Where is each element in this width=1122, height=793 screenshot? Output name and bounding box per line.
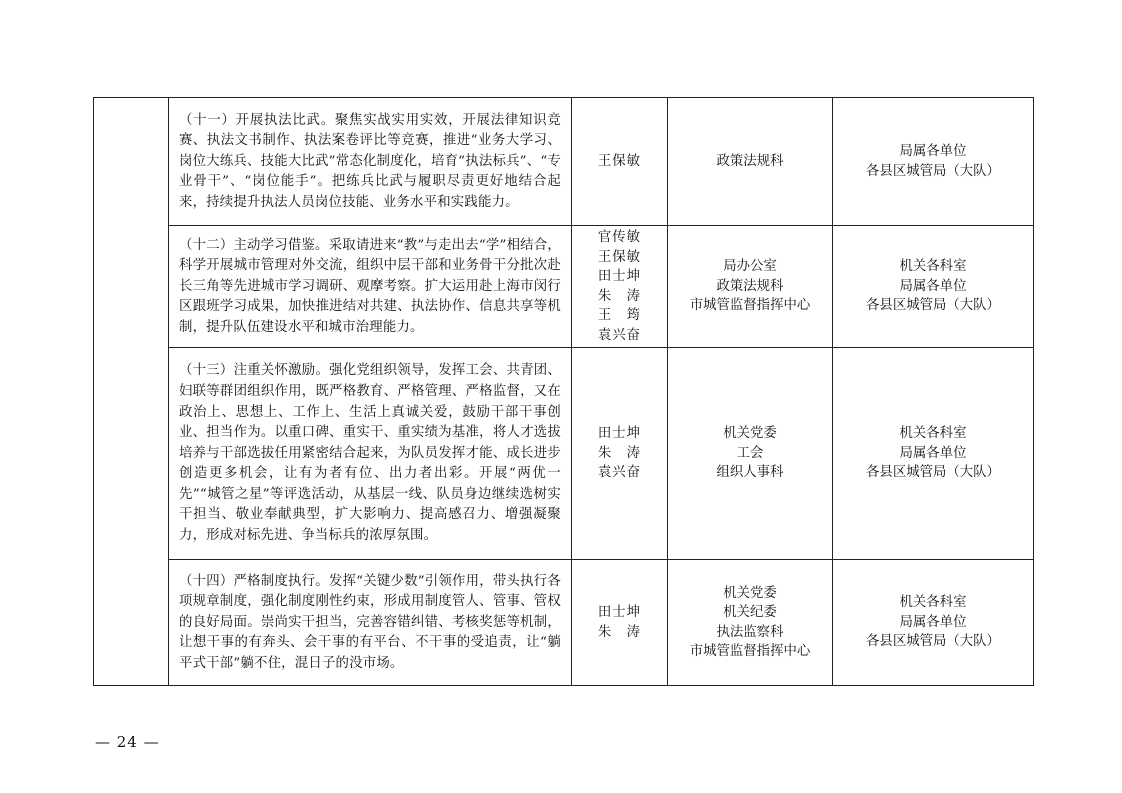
leader-name: 朱 涛 [597, 445, 642, 461]
blank-column-cell [94, 98, 169, 686]
leader-name: 朱 涛 [597, 624, 642, 640]
lead-department: 机关党委 [723, 426, 777, 442]
leader-name: 袁兴奋 [597, 465, 642, 481]
leader-cell [572, 98, 668, 226]
table-row [94, 98, 1034, 226]
lead-department-cell [668, 226, 833, 348]
leader-cell [572, 560, 668, 686]
task-description: （十一）开展执法比武。聚焦实战实用实效，开展法律知识竞赛、执法文书制作、执法案卷评比等竞赛，推进“业务大学习、岗位大练兵、技能大比武”常态化制度化，培育“执法标兵”、“专业骨干”、“岗位能手”。把练兵比武与履职尽责更好地结合起来，持续提升执法人员岗位技能、业务水平和实践能力。 [169, 98, 572, 226]
responsible-unit-cell [833, 348, 1034, 560]
leader-name: 田士坤 [597, 605, 642, 620]
responsible-unit: 各县区城管局（大队） [866, 465, 1000, 481]
lead-department: 市城管监督指挥中心 [689, 644, 811, 659]
responsible-unit: 局属各单位 [899, 278, 967, 294]
task-description: （十二）主动学习借鉴。采取请进来“教”与走出去“学”相结合，科学开展城市管理对外交流，组织中层干部和业务骨干分批次赴长三角等先进城市学习调研、观摩考察。扩大运用赴上海市闵行区跟班学习成果，加快推进结对共建、执法协作、信息共享等机制，提升队伍建设水平和城市治理能力。 [169, 226, 572, 348]
responsible-unit: 局属各单位 [899, 614, 967, 630]
responsible-unit: 各县区城管局（大队） [866, 634, 1000, 650]
page-number: — 24 — [95, 733, 160, 751]
lead-department-cell [668, 98, 833, 226]
lead-department-cell [668, 348, 833, 560]
responsible-unit-cell [833, 98, 1034, 226]
responsible-unit-cell [833, 560, 1034, 686]
responsible-unit: 各县区城管局（大队） [866, 298, 1000, 314]
table-row [94, 226, 1034, 348]
responsible-unit: 各县区城管局（大队） [866, 163, 1000, 179]
table-row [94, 348, 1034, 560]
lead-department: 政策法规科 [716, 278, 784, 294]
leader-name: 王保敏 [597, 249, 642, 265]
lead-department: 局办公室 [723, 259, 777, 275]
leader-cell [572, 226, 668, 348]
responsible-unit-cell [833, 226, 1034, 348]
task-description: （十三）注重关怀激励。强化党组织领导，发挥工会、共青团、妇联等群团组织作用，既严格教育、严格管理、严格监督，又在政治上、思想上、工作上、生活上真诚关爱，鼓励干部干事创业、担当作为。以重口碑、重实干、重实绩为基准，将人才选拔培养与干部选拔任用紧密结合起来，为队员发挥才能、成长进步创造更多机会，让有为者有位、出力者出彩。开展“两优一先”“城管之星”等评选活动，从基层一线、队员身边继续选树实干担当、敬业奉献典型，扩大影响力、提高感召力、增强凝聚力，形成对标先进、争当标兵的浓厚氛围。 [169, 348, 572, 560]
responsible-unit: 机关各科室 [899, 259, 967, 275]
leader-name: 田士坤 [597, 426, 642, 442]
leader-name: 田士坤 [597, 269, 642, 284]
lead-department: 机关党委 [723, 585, 777, 601]
task-table [93, 97, 1034, 686]
lead-department-cell [668, 560, 833, 686]
lead-department: 市城管监督指挥中心 [689, 298, 811, 314]
lead-department: 组织人事科 [716, 465, 784, 481]
lead-department: 工会 [736, 445, 764, 461]
leader-name: 官传敏 [597, 230, 642, 245]
responsible-unit: 局属各单位 [899, 445, 967, 461]
responsible-unit: 机关各科室 [899, 426, 967, 442]
lead-department: 政策法规科 [716, 153, 784, 169]
table-row [94, 560, 1034, 686]
leader-name: 朱 涛 [597, 288, 642, 304]
responsible-unit: 机关各科室 [899, 595, 967, 611]
task-description: （十四）严格制度执行。发挥“关键少数”引领作用，带头执行各项规章制度，强化制度刚性约束，形成用制度管人、管事、管权的良好局面。崇尚实干担当，完善容错纠错、考核奖惩等机制，让想干事的有奔头、会干事的有平台、不干事的受追责，让“躺平式干部”躺不住，混日子的没市场。 [169, 560, 572, 686]
lead-department: 执法监察科 [716, 624, 784, 640]
leader-name: 王保敏 [597, 153, 642, 169]
responsible-unit: 局属各单位 [899, 144, 967, 159]
lead-department: 机关纪委 [723, 605, 777, 620]
leader-name: 袁兴奋 [597, 327, 642, 343]
leader-cell [572, 348, 668, 560]
leader-name: 王 筠 [597, 308, 642, 323]
